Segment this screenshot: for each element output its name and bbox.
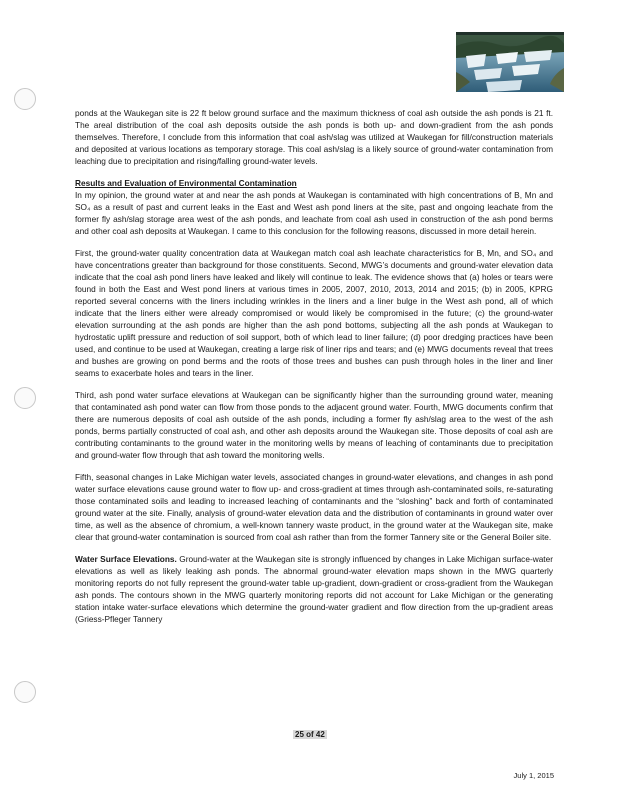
page-number: 25 of 42: [295, 730, 325, 739]
waterfall-logo-image: [456, 32, 564, 92]
document-body: [75, 107, 553, 635]
paragraph-first-second-reasons: First, the ground-water quality concentration data at Waukegan match coal ash leachate characteristics for B, Mn, and SO₄ and have concentrations greater than background for those constituents. Second, MWG’s documents and ground-water elevation data indicate that the coal ash pond liners have leaked and likely will continue to leak. The evidence shows that (a) holes or tears were found in both the East and West pond liners at various times in 2005, 2007, 2010, 2013, 2014 and 2015; (b) in 2005, KPRG reported several concerns with the liners including wrinkles in the liners and a liner bulge in the West ash pond, all of which indicate that the liners either were already compromised or would likely be compromised in the future; (c) the ground-water elevation surrounding at the ash ponds are higher than the ash pond bottoms, subjecting all the ash ponds at Waukegan to hydrostatic uplift pressure and reduction of soil support, both of which lead to liner failure; (d) poor dredging practices have been used, and continue to be used at Waukegan, creating a large risk of liner rips and tears; and (e) MWG documents reveal that trees and bushes are growing on pond berms and the roots of those trees and bushes can push through holes in the liner and liner seams to exacerbate holes and tears in the liner.: [75, 248, 553, 378]
footer-date: July 1, 2015: [513, 771, 554, 780]
paragraph-water-surface-elevations: [75, 553, 553, 625]
paragraph-third-fourth-reasons: Third, ash pond water surface elevations at Waukegan can be significantly higher than the surrounding ground water, meaning that contaminated ash pond water can flow from those ponds to the adjacent ground water. Fourth, MWG documents confirm that there are numerous deposits of coal ash outside of the ash ponds, including a former fly ash/slag area to the west of the ash ponds, berms partially constructed of coal ash, and other ash deposits around the Waukegan site. Those deposits of coal ash are contributing contaminants to the ground water in the monitoring wells by means of leaching of contaminants due to precipitation and ground-water flow through that ash toward the monitoring wells.: [75, 390, 553, 460]
paragraph-lead-heading: Water Surface Elevations.: [75, 554, 177, 564]
punch-hole: [14, 88, 36, 110]
punch-hole: [14, 387, 36, 409]
paragraph-body: Ground-water at the Waukegan site is strongly influenced by changes in Lake Michigan surface-water elevations as well as likely leaking ash ponds. The abnormal ground-water elevation maps shown in the MWG quarterly monitoring reports do not fully represent the ground-water table up-gradient, down-gradient or cross-gradient from the Waukegan ash ponds. The contours shown in the MWG quarterly monitoring reports did not account for Lake Michigan or the generating station intake water-surface elevations which determine the ground-water gradient and flow direction from the up-gradient areas (Griess-Pfleger Tannery: [75, 554, 553, 624]
section-heading: Results and Evaluation of Environmental Contamination: [75, 178, 297, 188]
punch-hole: [14, 681, 36, 703]
paragraph-fifth-reason: Fifth, seasonal changes in Lake Michigan water levels, associated changes in ground-water elevations, and changes in ash pond water surface elevations cause ground water to flow up- and cross-gradient at times through ash-contaminated soils, re-saturating those contaminated soils and leading to increased leaching of contaminants and the “sloshing” back and forth of contaminated ground water at the site. Finally, analysis of ground-water elevation data and the distribution of contaminants in ground water over time, as well as the absence of chromium, a well-known tannery waste product, in the ground water at the Waukegan site, make clear that ground-water contamination is sourced from coal ash rather than from the former Tannery site or the General Boiler site.: [75, 472, 553, 542]
paragraph-opinion: In my opinion, the ground water at and near the ash ponds at Waukegan is contaminated with high concentrations of B, Mn and SO₄ as a result of past and current leaks in the East and West ash pond liners at the site, past and ongoing leachate from the former fly ash/slag storage area west of the ash ponds, and leachate from coal ash used in construction of the ash pond berms and other coal ash deposits at Waukegan. I came to this conclusion for the following reasons, discussed in more detail herein.: [75, 190, 553, 236]
paragraph-coal-ash-depth: ponds at the Waukegan site is 22 ft below ground surface and the maximum thickness of coal ash outside the ash ponds is 21 ft. The areal distribution of the coal ash deposits outside the ash ponds is both up- and down-gradient from the ash ponds themselves. Therefore, I conclude from this information that coal ash/slag was utilized at Waukegan for fill/construction materials and deposited at various locations as temporary storage. This coal ash/slag is a likely source of ground-water contamination from leaching due to precipitation and rising/falling ground-water levels.: [75, 108, 553, 166]
